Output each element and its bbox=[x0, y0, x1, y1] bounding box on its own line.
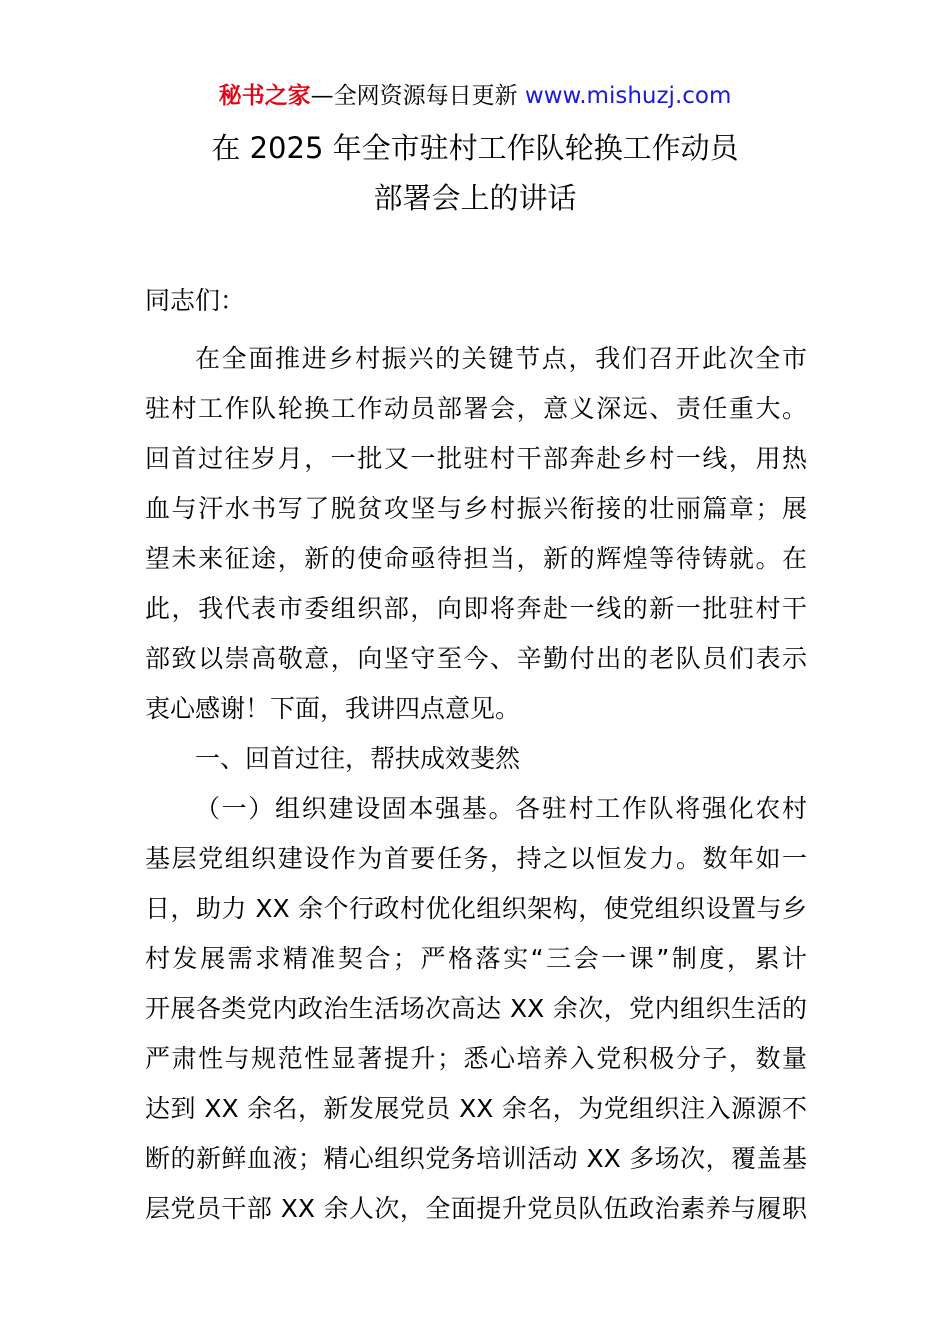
paragraph-line: 村发展需求精准契合；严格落实“三会一课”制度，累计 bbox=[145, 944, 807, 973]
paragraph-line: 部致以崇高敬意，向坚守至今、辛勤付出的老队员们表示 bbox=[145, 644, 807, 673]
paragraph-line: 严肃性与规范性显著提升；悉心培养入党积极分子，数量 bbox=[145, 1044, 807, 1073]
brand-name: 秘书之家 bbox=[218, 83, 311, 109]
paragraph-line: 望未来征途，新的使命亟待担当，新的辉煌等待铸就。在 bbox=[145, 544, 807, 573]
site-tagline: —全网资源每日更新 bbox=[310, 83, 525, 109]
paragraph-line: 回首过往岁月，一批又一批驻村干部奔赴乡村一线，用热 bbox=[145, 444, 807, 473]
document-title-line-1: 在 2025 年全市驻村工作队轮换工作动员 bbox=[211, 131, 739, 165]
paragraph-line: 开展各类党内政治生活场次高达 XX 余次，党内组织生活的 bbox=[145, 994, 807, 1023]
paragraph-line: 达到 XX 余名，新发展党员 XX 余名，为党组织注入源源不 bbox=[145, 1094, 807, 1123]
paragraph-line: 层党员干部 XX 余人次，全面提升党员队伍政治素养与履职 bbox=[145, 1194, 807, 1223]
section-heading: 一、回首过往，帮扶成效斐然 bbox=[195, 744, 521, 773]
paragraph-line: 在全面推进乡村振兴的关键节点，我们召开此次全市 bbox=[195, 344, 807, 373]
paragraph-line: 此，我代表市委组织部，向即将奔赴一线的新一批驻村干 bbox=[145, 594, 807, 623]
site-url-link[interactable]: www.mishuzj.com bbox=[524, 83, 732, 109]
salutation: 同志们： bbox=[145, 286, 246, 315]
paragraph-line: 血与汗水书写了脱贫攻坚与乡村振兴衔接的壮丽篇章；展 bbox=[145, 494, 807, 523]
document-body bbox=[145, 276, 807, 1234]
site-header bbox=[0, 80, 950, 112]
paragraph-line: 驻村工作队轮换工作动员部署会，意义深远、责任重大。 bbox=[145, 394, 807, 423]
paragraph-line: 断的新鲜血液；精心组织党务培训活动 XX 多场次，覆盖基 bbox=[145, 1144, 807, 1173]
paragraph-line: （一）组织建设固本强基。各驻村工作队将强化农村 bbox=[195, 794, 807, 823]
document-title-line-2: 部署会上的讲话 bbox=[373, 181, 577, 215]
paragraph-line: 衷心感谢！下面，我讲四点意见。 bbox=[145, 694, 521, 723]
paragraph-line: 日，助力 XX 余个行政村优化组织架构，使党组织设置与乡 bbox=[145, 894, 807, 923]
paragraph-line: 基层党组织建设作为首要任务，持之以恒发力。数年如一 bbox=[145, 844, 807, 873]
